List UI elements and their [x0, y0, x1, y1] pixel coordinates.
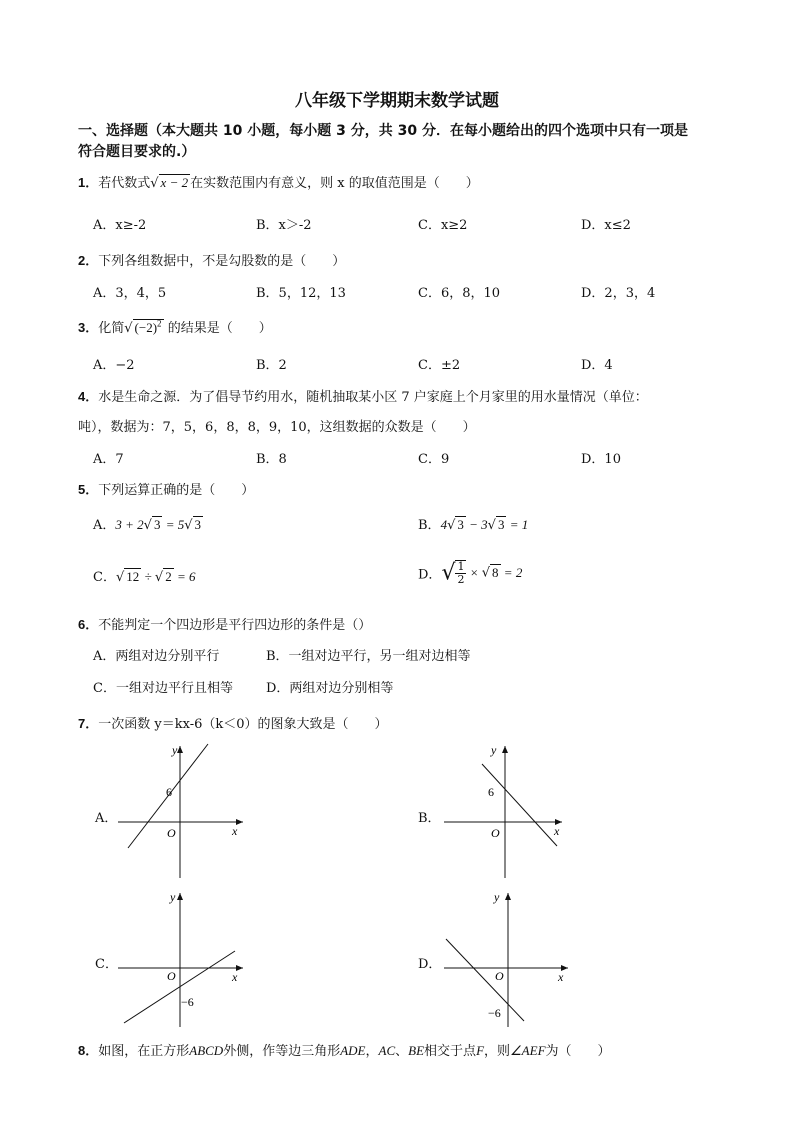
question-text-pre: 若代数式 — [98, 176, 151, 191]
y-axis-label: y — [494, 890, 500, 904]
origin-label: O — [167, 826, 176, 840]
math-term: ABCD — [189, 1043, 224, 1058]
question-text-line1: 水是生命之源．为了倡导节约用水，随机抽取某小区 7 户家庭上个月家里的用水量情况（单位： — [98, 390, 648, 405]
question-number: 2． — [78, 253, 99, 268]
section-heading-line2: 符合题目要求的.） — [78, 144, 196, 160]
option-b[interactable]: B．5，12，13 — [256, 286, 346, 301]
graph-option-c-label[interactable]: C． — [95, 957, 118, 972]
radicand: $(-2)^2$ — [134, 318, 162, 335]
radicand: x − 2 — [160, 175, 189, 190]
function-line — [446, 939, 524, 1021]
option-c[interactable]: C．√ 12 ÷ √ 2 = 6 — [93, 569, 196, 585]
math-term: BE — [408, 1043, 425, 1058]
intercept-label: −6 — [488, 1006, 501, 1020]
question-text: 如图，在正方形 — [98, 1044, 190, 1059]
option-a[interactable]: A．3 + 2√ 3 = 5√ 3 — [93, 517, 202, 533]
question-text-post: 在实数范围内有意义，则 x 的取值范围是（ ） — [190, 176, 479, 191]
math-term: ADE — [340, 1043, 366, 1058]
question-text-line2: 吨），数据为：7，5，6，8，8，9，10，这组数据的众数是（ ） — [78, 420, 476, 435]
option-a[interactable]: A．x≥-2 — [93, 218, 147, 233]
y-axis-arrow — [502, 746, 508, 753]
graph-option-a-label[interactable]: A． — [95, 811, 118, 826]
question-number: 7． — [78, 716, 99, 731]
x-axis-label: x — [232, 824, 238, 838]
question-7 — [78, 713, 388, 732]
x-axis-label: x — [232, 970, 238, 984]
intercept-label: 6 — [166, 785, 172, 799]
graph-option-d-label[interactable]: D． — [418, 957, 442, 972]
option-c[interactable]: C．x≥2 — [418, 218, 468, 233]
question-text: 不能判定一个四边形是平行四边形的条件是（） — [98, 618, 372, 633]
option-c[interactable]: C．6，8，10 — [418, 286, 501, 301]
origin-label: O — [167, 969, 176, 983]
page-title: 八年级下学期期末数学试题 — [295, 91, 499, 111]
question-1 — [78, 172, 479, 191]
question-text-post: 的结果是（ ） — [167, 321, 272, 336]
x-axis-label: x — [554, 824, 560, 838]
section-heading-line1: 一、选择题（本大题共 10 小题，每小题 3 分，共 30 分．在每小题给出的四个选项中只有一项是 — [78, 123, 688, 139]
math-term: F — [476, 1043, 485, 1058]
question-number: 4． — [78, 389, 99, 404]
y-axis-arrow — [177, 893, 183, 900]
y-axis-label: y — [172, 743, 178, 757]
question-text: 下列运算正确的是（ ） — [98, 483, 255, 498]
origin-label: O — [491, 826, 500, 840]
option-b[interactable]: B．4√ 3 − 3√ 3 = 1 — [418, 517, 529, 533]
question-6 — [78, 614, 371, 633]
graph-option-a[interactable] — [118, 740, 253, 880]
question-8: 8．如图，在正方形ABCD外侧，作等边三角形ADE，AC、BE相交于点F，则∠AEF为（ ） — [78, 1043, 611, 1059]
graph-option-b[interactable] — [444, 740, 574, 880]
y-axis-arrow — [177, 746, 183, 753]
radical-sign: √ — [150, 176, 159, 191]
origin-label: O — [495, 969, 504, 983]
y-axis-label: y — [491, 743, 497, 757]
option-b[interactable]: B．x＞-2 — [256, 218, 312, 233]
question-2 — [78, 250, 345, 269]
option-d[interactable]: D．4 — [581, 358, 613, 373]
y-axis-label: y — [170, 890, 176, 904]
option-a[interactable]: A．两组对边分别平行 — [93, 649, 220, 664]
question-number: 8． — [78, 1043, 99, 1058]
option-d[interactable]: D．两组对边分别相等 — [266, 681, 394, 696]
option-d[interactable]: D．2，3，4 — [581, 286, 656, 301]
option-b[interactable]: B．一组对边平行，另一组对边相等 — [266, 649, 471, 664]
question-5 — [78, 479, 254, 498]
graph-option-d[interactable] — [444, 887, 574, 1029]
graph-option-b-label[interactable]: B． — [418, 811, 441, 826]
question-number: 3． — [78, 320, 99, 335]
question-number: 6． — [78, 617, 99, 632]
option-a[interactable]: A．−2 — [93, 358, 135, 373]
question-text: 一次函数 y＝kx-6（k＜0）的图象大致是（ ） — [98, 717, 388, 732]
option-b[interactable]: B．8 — [256, 452, 287, 467]
option-b[interactable]: B．2 — [256, 358, 287, 373]
question-text-pre: 化简 — [98, 321, 125, 336]
question-text: 下列各组数据中，不是勾股数的是（ ） — [98, 254, 346, 269]
intercept-label: 6 — [488, 785, 494, 799]
option-d[interactable]: D．x≤2 — [581, 218, 631, 233]
question-number: 1． — [78, 175, 99, 190]
option-c[interactable]: C．一组对边平行且相等 — [93, 681, 233, 696]
question-4 — [78, 386, 648, 405]
y-axis-arrow — [505, 893, 511, 900]
radical-sign: √ — [124, 321, 133, 336]
option-c[interactable]: C．±2 — [418, 358, 461, 373]
option-a[interactable]: A．3，4，5 — [93, 286, 167, 301]
option-a[interactable]: A．7 — [93, 452, 124, 467]
intercept-label: −6 — [181, 995, 194, 1009]
option-d[interactable]: D．√ $\frac{1}{2}$ × √ 8 = 2 — [418, 560, 523, 586]
math-term: ∠AEF — [510, 1043, 546, 1058]
question-3 — [78, 317, 272, 336]
option-c[interactable]: C．9 — [418, 452, 450, 467]
option-d[interactable]: D．10 — [581, 452, 621, 467]
graph-option-c[interactable] — [118, 887, 253, 1029]
x-axis-label: x — [558, 970, 564, 984]
question-number: 5． — [78, 482, 99, 497]
exponent: 2 — [157, 318, 162, 329]
math-term: AC — [378, 1043, 396, 1058]
